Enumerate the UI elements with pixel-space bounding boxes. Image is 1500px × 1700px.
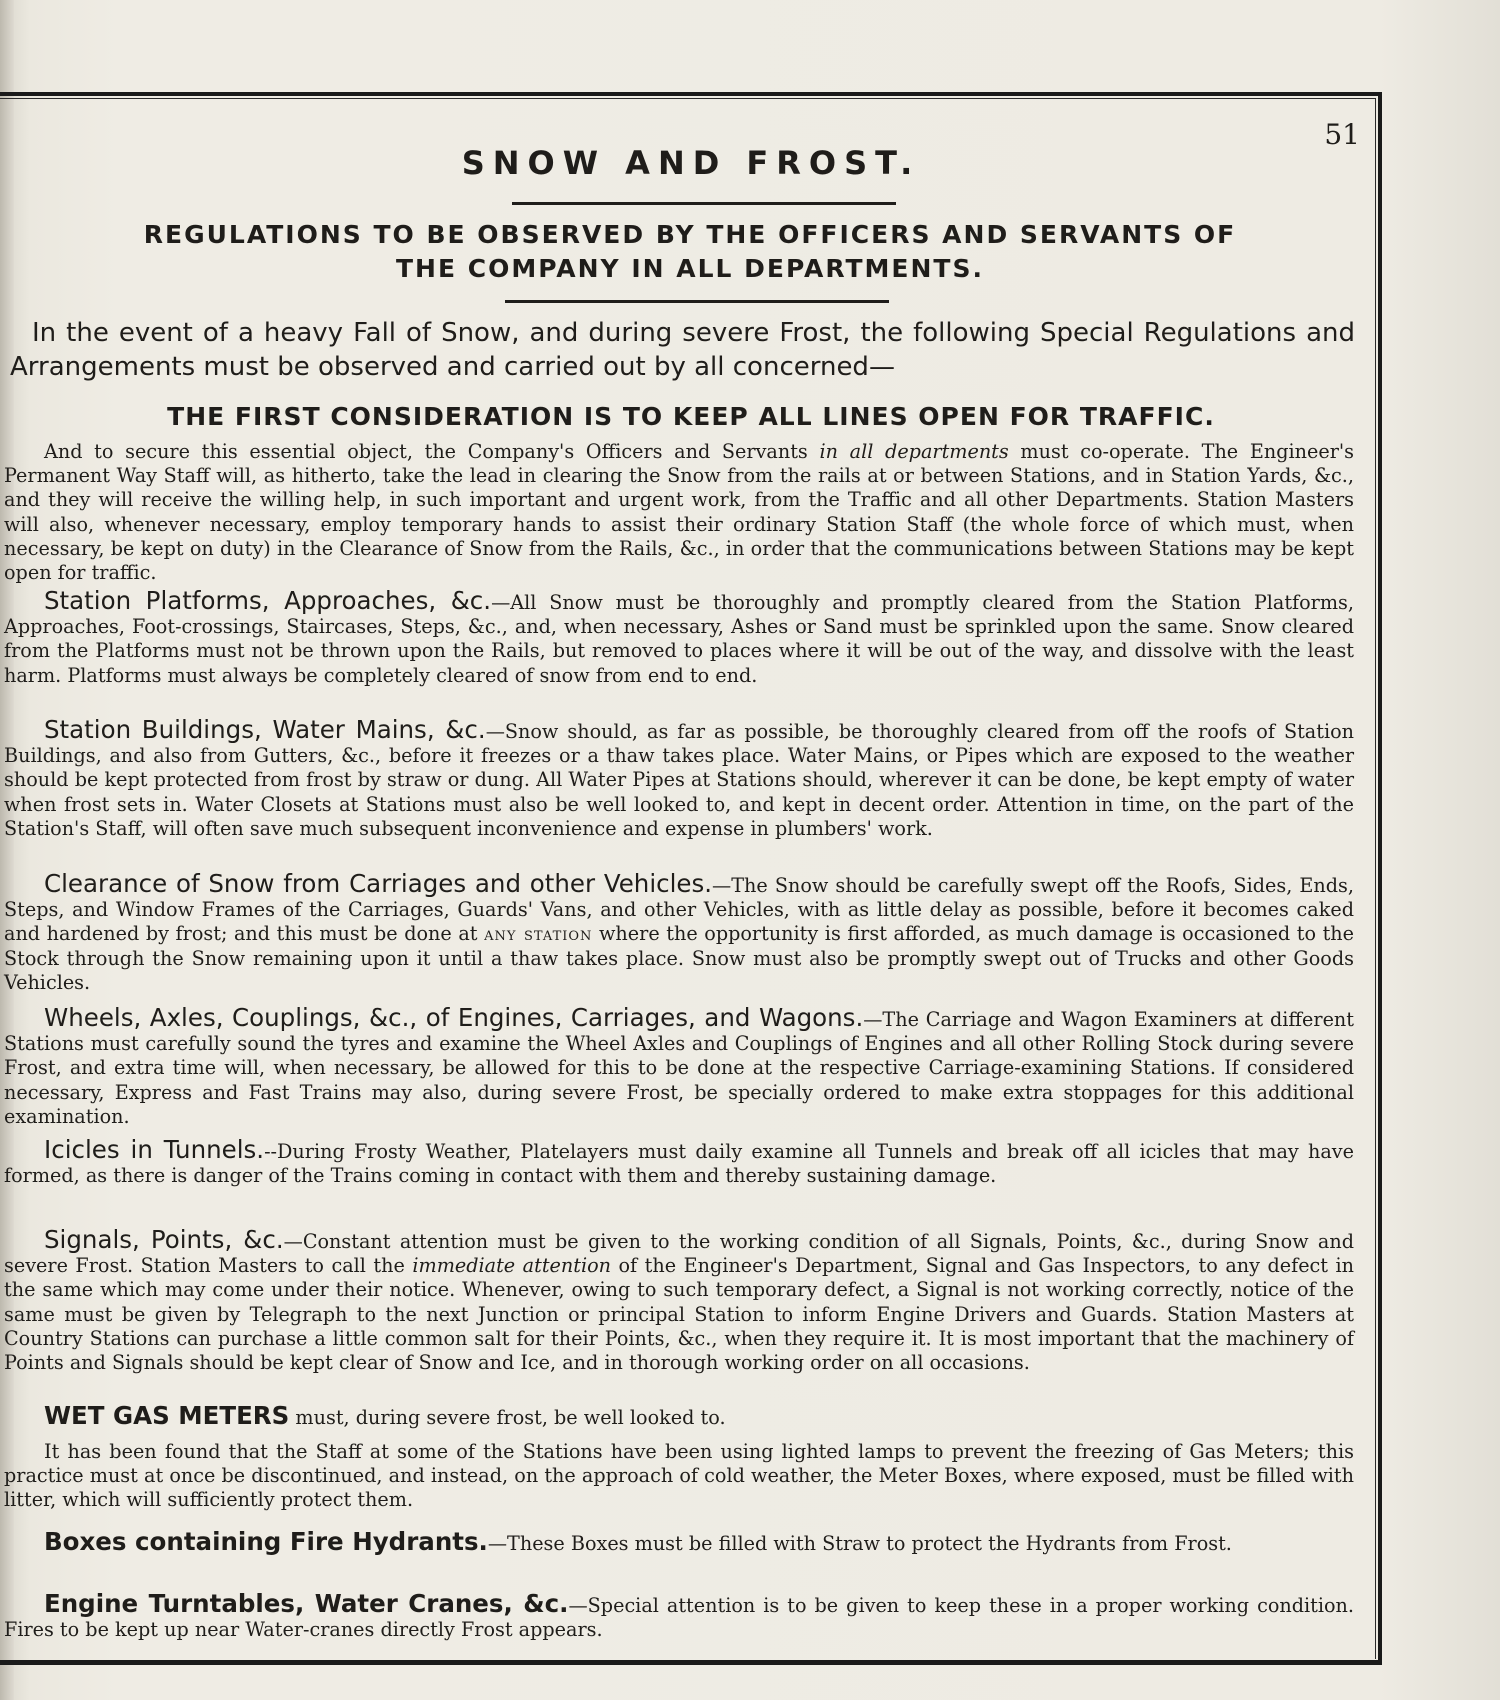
signals-text-1: —Constant attention must be given to the working condition of all Signals, Points, &c., during Snow and severe Frost. Station Masters to call the	[4, 1230, 1354, 1278]
hydrants-text: —These Boxes must be filled with Straw to protect the Hydrants from Frost.	[487, 1532, 1232, 1555]
icicles-heading: Icicles in Tunnels.	[44, 1135, 265, 1164]
signals-italic: immediate attention	[412, 1254, 611, 1278]
carriages-smallcaps: any station	[484, 922, 593, 946]
carriages-heading: Clearance of Snow from Carriages and other Vehicles.	[44, 869, 713, 898]
general-paragraph	[4, 440, 1354, 585]
section-wheels	[4, 1003, 1354, 1129]
gas-heading: WET GAS METERS	[44, 1401, 290, 1430]
gas-heading-tail: must, during severe frost, be well looked to.	[289, 1406, 726, 1429]
section-gas-meters	[4, 1401, 1354, 1430]
general-italic: in all departments	[819, 440, 1009, 463]
buildings-text: —Snow should, as far as possible, be thoroughly cleared from off the roofs of Station Buildings, and also from Gutters, &c., before it freezes or a thaw takes place. Water Mains, or Pipes which are exposed to the weather should be kept protected from frost by straw or dung. All Water Pipes at Stations should, wherever it can be done, be kept empty of water when frost sets in. Water Closets at Stations must also be well looked to, and kept in decent order. Attention in time, on the part of the Station's Staff, will often save much subsequent inconvenience and expense in plumbers' work.	[4, 720, 1354, 840]
intro-paragraph: In the event of a heavy Fall of Snow, and during severe Frost, the following Special Regulations and Arrangements must be observed and carried out by all concerned—	[10, 318, 1355, 382]
page-number: 51	[1324, 118, 1360, 151]
signals-heading: Signals, Points, &c.	[44, 1225, 284, 1254]
subtitle	[10, 218, 1370, 286]
signals-text-2: of the Engineer's Department, Signal and Gas Inspectors, to any defect in the same which may come under their notice. Whenever, owing to such temporary defect, a Signal is not working correctly, notice of the same must be given by Telegraph to the next Junction or principal Station to inform Engine Drivers and Guards. Station Masters at Country Stations can purchase a little common salt for their Points, &c., when they require it. It is most important that the machinery of Points and Signals should be kept clear of Snow and Ice, and in thorough working order on all occasions.	[4, 1254, 1355, 1375]
general-text-1: And to secure this essential object, the Company's Officers and Servants	[44, 440, 820, 463]
icicles-text: --During Frosty Weather, Platelayers must daily examine all Tunnels and break off all icicles that may have formed, as there is danger of the Trains coming in contact with them and thereby sustaining damage.	[4, 1140, 1354, 1188]
subtitle-line-1: REGULATIONS TO BE OBSERVED BY THE OFFICERS AND SERVANTS OF	[143, 220, 1237, 249]
title-rule	[512, 202, 896, 205]
section-turntables	[4, 1589, 1354, 1642]
carriages-text-2: where the opportunity is first afforded, as much damage is occasioned to the Stock through the Snow remaining upon it until a thaw takes place. Snow must also be promptly swept out of Trucks and other Goods Vehicles.	[4, 922, 1355, 994]
wheels-heading: Wheels, Axles, Couplings, &c., of Engines, Carriages, and Wagons.	[44, 1003, 864, 1032]
carriages-text-1: —The Snow should be carefully swept off the Roofs, Sides, Ends, Steps, and Window Frames of the Carriages, Guards' Vans, and other Vehicles, with as little delay as possible, before it becomes caked and hardened by frost; and this must be done at	[4, 874, 1354, 946]
page-title: SNOW AND FROST.	[461, 144, 921, 182]
section-signals	[4, 1225, 1355, 1375]
section-platforms	[4, 586, 1354, 688]
subtitle-rule	[505, 300, 889, 303]
section-buildings	[4, 715, 1354, 841]
buildings-heading: Station Buildings, Water Mains, &c.	[44, 715, 486, 744]
turntables-text: —Special attention is to be given to keep these in a proper working condition. Fires to be kept up near Water-cranes directly Frost appears.	[4, 1594, 1354, 1642]
gas-paragraph: It has been found that the Staff at some of the Stations have been using lighted lamps to prevent the freezing of Gas Meters; this practice must at once be discontinued, and instead, on the approach of cold weather, the Meter Boxes, where exposed, must be filled with litter, which will sufficiently protect them.	[4, 1440, 1354, 1512]
platforms-heading: Station Platforms, Approaches, &c.	[44, 586, 492, 615]
section-carriages	[4, 869, 1355, 995]
general-text-2: must co-operate. The Engineer's Permanent Way Staff will, as hitherto, take the lead in clearing the Snow from the rails at or between Stations, and in Station Yards, &c., and they will receive the willing help, in such important and urgent work, from the Traffic and all other Departments. Station Masters will also, whenever necessary, employ temporary hands to assist their ordinary Station Staff (the whole force of which must, when necessary, be kept on duty) in the Clearance of Snow from the Rails, &c., in order that the communications between Stations may be kept open for traffic.	[4, 440, 1354, 585]
hydrants-heading: Boxes containing Fire Hydrants.	[44, 1527, 488, 1556]
first-consideration: THE FIRST CONSIDERATION IS TO KEEP ALL LINES OPEN FOR TRAFFIC.	[167, 402, 1215, 431]
wheels-text: —The Carriage and Wagon Examiners at different Stations must carefully sound the tyres and examine the Wheel Axles and Couplings of Engines and all other Rolling Stock during severe Frost, and extra time will, when necessary, be allowed for this to be done at the respective Carriage-examining Stations. If considered necessary, Express and Fast Trains may also, during severe Frost, be specially ordered to make extra stoppages for this additional examination.	[4, 1008, 1354, 1128]
turntables-heading: Engine Turntables, Water Cranes, &c.	[44, 1589, 569, 1618]
subtitle-line-2: THE COMPANY IN ALL DEPARTMENTS.	[395, 254, 984, 283]
platforms-text: —All Snow must be thoroughly and promptly cleared from the Station Platforms, Approaches, Foot-crossings, Staircases, Steps, &c., and, when necessary, Ashes or Sand must be sprinkled upon the same. Snow cleared from the Platforms must not be thrown upon the Rails, but removed to places where it will be out of the way, and dissolve with the least harm. Platforms must always be completely cleared of snow from end to end.	[4, 591, 1354, 687]
section-icicles	[4, 1135, 1354, 1188]
section-hydrants	[4, 1527, 1354, 1556]
